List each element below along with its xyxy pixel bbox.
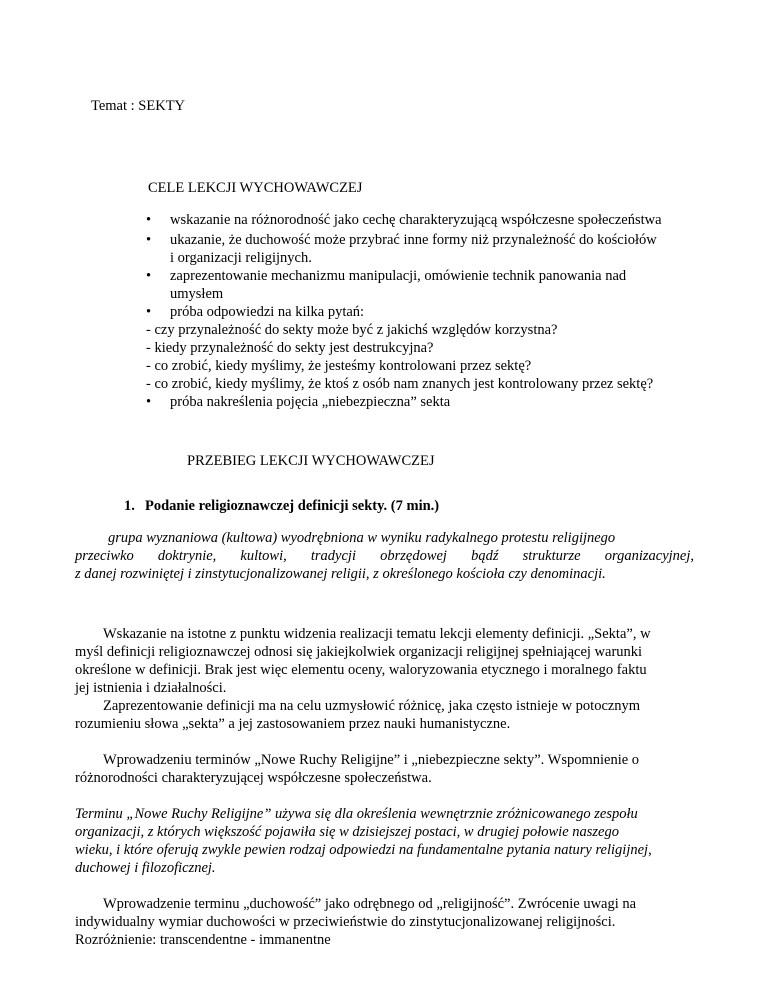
paragraph-1-line-5: Zaprezentowanie definicji ma na celu uzmysłowić różnicę, jaka często istnieje w potocznym bbox=[103, 698, 641, 714]
paragraph-3-line-4: duchowej i filozoficznej. bbox=[75, 860, 216, 876]
goal-item-3-text: zaprezentowanie mechanizmu manipulacji, omówienie technik panowania nad bbox=[170, 268, 627, 284]
goal-item-3-line-1 bbox=[170, 268, 698, 285]
bullet-1: • bbox=[146, 212, 152, 228]
definition-line-2 bbox=[75, 548, 694, 565]
goals-heading: CELE LEKCJI WYCHOWAWCZEJ bbox=[148, 180, 363, 196]
bullet-3: • bbox=[146, 268, 152, 284]
paragraph-3-line-2: organizacji, z których większość pojawiła się w dzisiejszej postaci, w drugiej połowie naszego bbox=[75, 824, 619, 840]
question-4: - co zrobić, kiedy myślimy, że ktoś z osób nam znanych jest kontrolowany przez sektę? bbox=[146, 376, 654, 392]
paragraph-4-line-3: Rozróżnienie: transcendentne - immanentne bbox=[75, 932, 331, 948]
goal-item-4: próba odpowiedzi na kilka pytań: bbox=[170, 304, 365, 320]
definition-line-2-text: przeciwko doktrynie, kultowi, tradycji obrzędowej bądź strukturze organizacyjnej, bbox=[75, 548, 694, 564]
paragraph-4-line-1: Wprowadzenie terminu „duchowość” jako odrębnego od „religijność”. Zwrócenie uwagi na bbox=[103, 896, 637, 912]
paragraph-1-line-6: rozumieniu słowa „sekta” a jej zastosowaniem przez nauki humanistyczne. bbox=[75, 716, 511, 732]
paragraph-2-line-2: różnorodności charakteryzującej współczesne społeczeństwa. bbox=[75, 770, 432, 786]
definition-line-3: z danej rozwiniętej i zinstytucjonalizowanej religii, z określonego kościoła czy denominacji. bbox=[75, 566, 606, 582]
goal-item-3-line-2: umysłem bbox=[170, 286, 224, 302]
goal-item-2-line-1: ukazanie, że duchowość może przybrać inne formy niż przynależność do kościołów bbox=[170, 232, 657, 248]
paragraph-3-line-1: Terminu „Nowe Ruchy Religijne” używa się dla określenia wewnętrznie zróżnicowanego zespołu bbox=[75, 806, 638, 822]
goal-item-1: wskazanie na różnorodność jako cechę charakteryzującą współczesne społeczeństwa bbox=[170, 212, 662, 228]
paragraph-4-line-2: indywidualny wymiar duchowości w przeciwieństwie do zinstytucjonalizowanej religijności. bbox=[75, 914, 616, 930]
paragraph-2-line-1: Wprowadzeniu terminów „Nowe Ruchy Religijne” i „niebezpieczne sekty”. Wspomnienie o bbox=[103, 752, 640, 768]
topic-line: Temat : SEKTY bbox=[91, 98, 186, 114]
course-heading: PRZEBIEG LEKCJI WYCHOWAWCZEJ bbox=[187, 453, 435, 469]
question-1: - czy przynależność do sekty może być z jakichś względów korzystna? bbox=[146, 322, 558, 338]
goal-item-2-line-2: i organizacji religijnych. bbox=[170, 250, 312, 266]
goal-item-5: próba nakreślenia pojęcia „niebezpieczna” sekta bbox=[170, 394, 451, 410]
definition-line-1: grupa wyznaniowa (kultowa) wyodrębniona w wyniku radykalnego protestu religijnego bbox=[108, 530, 616, 546]
paragraph-3-line-3: wieku, i które oferują zwykle pewien rodzaj odpowiedzi na fundamentalne pytania natury religijnej, bbox=[75, 842, 652, 858]
paragraph-1-line-2: myśl definicji religioznawczej odnosi się jakiejkolwiek organizacji religijnej spełniającej warunki bbox=[75, 644, 643, 660]
bullet-5: • bbox=[146, 394, 152, 410]
paragraph-1-line-1: Wskazanie na istotne z punktu widzenia realizacji tematu lekcji elementy definicji. „Sekta”, w bbox=[103, 626, 651, 642]
paragraph-1-line-3: określone w definicji. Brak jest więc elementu oceny, waloryzowania etycznego i moralnego faktu bbox=[75, 662, 647, 678]
section-1-number: 1. bbox=[124, 498, 135, 514]
question-3: - co zrobić, kiedy myślimy, że jesteśmy kontrolowani przez sektę? bbox=[146, 358, 532, 374]
bullet-2: • bbox=[146, 232, 152, 248]
paragraph-1-line-4: jej istnienia i działalności. bbox=[75, 680, 227, 696]
question-2: - kiedy przynależność do sekty jest destrukcyjna? bbox=[146, 340, 434, 356]
section-1-title: Podanie religioznawczej definicji sekty. (7 min.) bbox=[145, 498, 440, 514]
bullet-4: • bbox=[146, 304, 152, 320]
